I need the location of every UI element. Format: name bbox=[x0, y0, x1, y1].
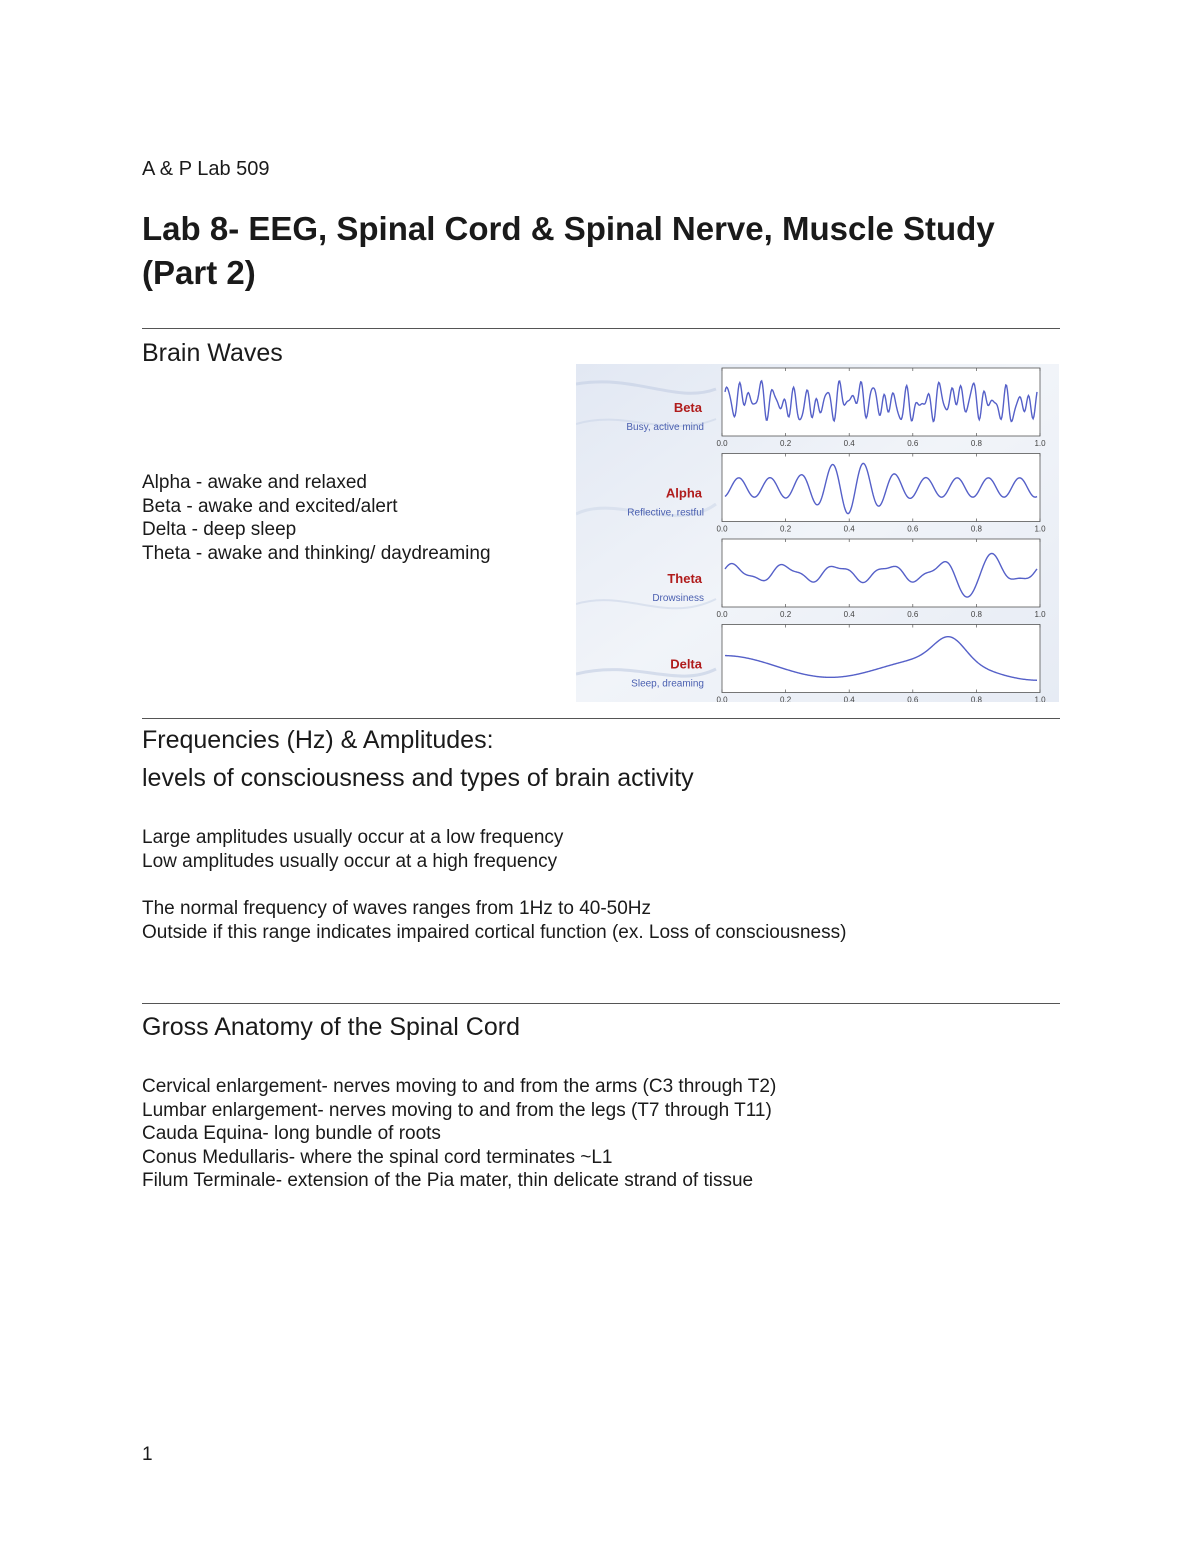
spinal-cord-list bbox=[142, 1075, 776, 1193]
tick-label: 0.4 bbox=[843, 610, 855, 619]
plot-frame bbox=[722, 539, 1040, 607]
tick-label: 0.6 bbox=[907, 610, 919, 619]
section-divider bbox=[142, 718, 1060, 719]
section-divider bbox=[142, 1003, 1060, 1004]
plot-frame bbox=[722, 454, 1040, 522]
list-item: Conus Medullaris- where the spinal cord terminates ~L1 bbox=[142, 1146, 613, 1168]
document-title: Lab 8- EEG, Spinal Cord & Spinal Nerve, Muscle Study (Part 2) bbox=[142, 210, 995, 291]
brain-waves-heading: Brain Waves bbox=[142, 339, 283, 367]
tick-label: 0.4 bbox=[843, 439, 855, 448]
tick-label: 1.0 bbox=[1034, 524, 1046, 534]
tick-label: 0.4 bbox=[843, 695, 855, 702]
tick-label: 0.2 bbox=[780, 439, 792, 448]
brain-waves-list bbox=[142, 471, 491, 565]
tick-label: 0.2 bbox=[780, 610, 792, 619]
wave-name-label: Delta bbox=[670, 656, 702, 672]
frequencies-text bbox=[142, 826, 846, 944]
list-item: Alpha - awake and relaxed bbox=[142, 472, 367, 493]
text-line: The normal frequency of waves ranges from 1Hz to 40-50Hz bbox=[142, 898, 652, 919]
tick-label: 0.2 bbox=[780, 524, 792, 534]
tick-label: 1.0 bbox=[1034, 695, 1046, 702]
frequencies-heading: Frequencies (Hz) & Amplitudes: bbox=[142, 726, 494, 754]
wave-name-label: Alpha bbox=[665, 485, 702, 501]
course-label: A & P Lab 509 bbox=[142, 158, 270, 180]
eeg-waves-figure bbox=[576, 364, 1059, 702]
list-item: Beta - awake and excited/alert bbox=[142, 495, 398, 517]
tick-label: 0.6 bbox=[907, 524, 919, 534]
tick-label: 0.8 bbox=[970, 610, 982, 619]
tick-label: 1.0 bbox=[1034, 439, 1046, 448]
text-line: Large amplitudes usually occur at a low frequency bbox=[142, 827, 564, 848]
list-item: Lumbar enlargement- nerves moving to and from the legs (T7 through T11) bbox=[142, 1099, 772, 1121]
section-divider bbox=[142, 328, 1060, 329]
tick-label: 0.0 bbox=[716, 695, 728, 702]
wave-description-label: Reflective, restful bbox=[627, 507, 704, 519]
plot-frame bbox=[722, 625, 1040, 693]
tick-label: 0.6 bbox=[907, 695, 919, 702]
page-number: 1 bbox=[142, 1444, 153, 1465]
tick-label: 0.2 bbox=[780, 695, 792, 702]
list-item: Cauda Equina- long bundle of roots bbox=[142, 1123, 441, 1144]
tick-label: 0.0 bbox=[716, 610, 728, 619]
text-line: Low amplitudes usually occur at a high frequency bbox=[142, 850, 558, 872]
wave-description-label: Sleep, dreaming bbox=[631, 678, 704, 690]
text-line: Outside if this range indicates impaired cortical function (ex. Loss of consciousness) bbox=[142, 921, 847, 943]
wave-name-label: Theta bbox=[667, 571, 702, 586]
frequencies-subheading: levels of consciousness and types of brain activity bbox=[142, 764, 694, 792]
tick-label: 0.4 bbox=[843, 524, 855, 534]
wave-description-label: Drowsiness bbox=[652, 593, 704, 604]
spinal-cord-heading: Gross Anatomy of the Spinal Cord bbox=[142, 1013, 520, 1041]
tick-label: 0.8 bbox=[970, 439, 982, 448]
tick-label: 0.8 bbox=[970, 695, 982, 702]
tick-label: 0.0 bbox=[716, 524, 728, 534]
wave-name-label: Beta bbox=[673, 400, 702, 415]
tick-label: 1.0 bbox=[1034, 610, 1046, 619]
tick-label: 0.6 bbox=[907, 439, 919, 448]
tick-label: 0.0 bbox=[716, 439, 728, 448]
tick-label: 0.8 bbox=[970, 524, 982, 534]
list-item: Cervical enlargement- nerves moving to and from the arms (C3 through T2) bbox=[142, 1076, 777, 1097]
list-item: Theta - awake and thinking/ daydreaming bbox=[142, 542, 491, 564]
list-item: Delta - deep sleep bbox=[142, 519, 297, 540]
list-item: Filum Terminale- extension of the Pia mater, thin delicate strand of tissue bbox=[142, 1170, 754, 1191]
wave-description-label: Busy, active mind bbox=[626, 422, 704, 433]
